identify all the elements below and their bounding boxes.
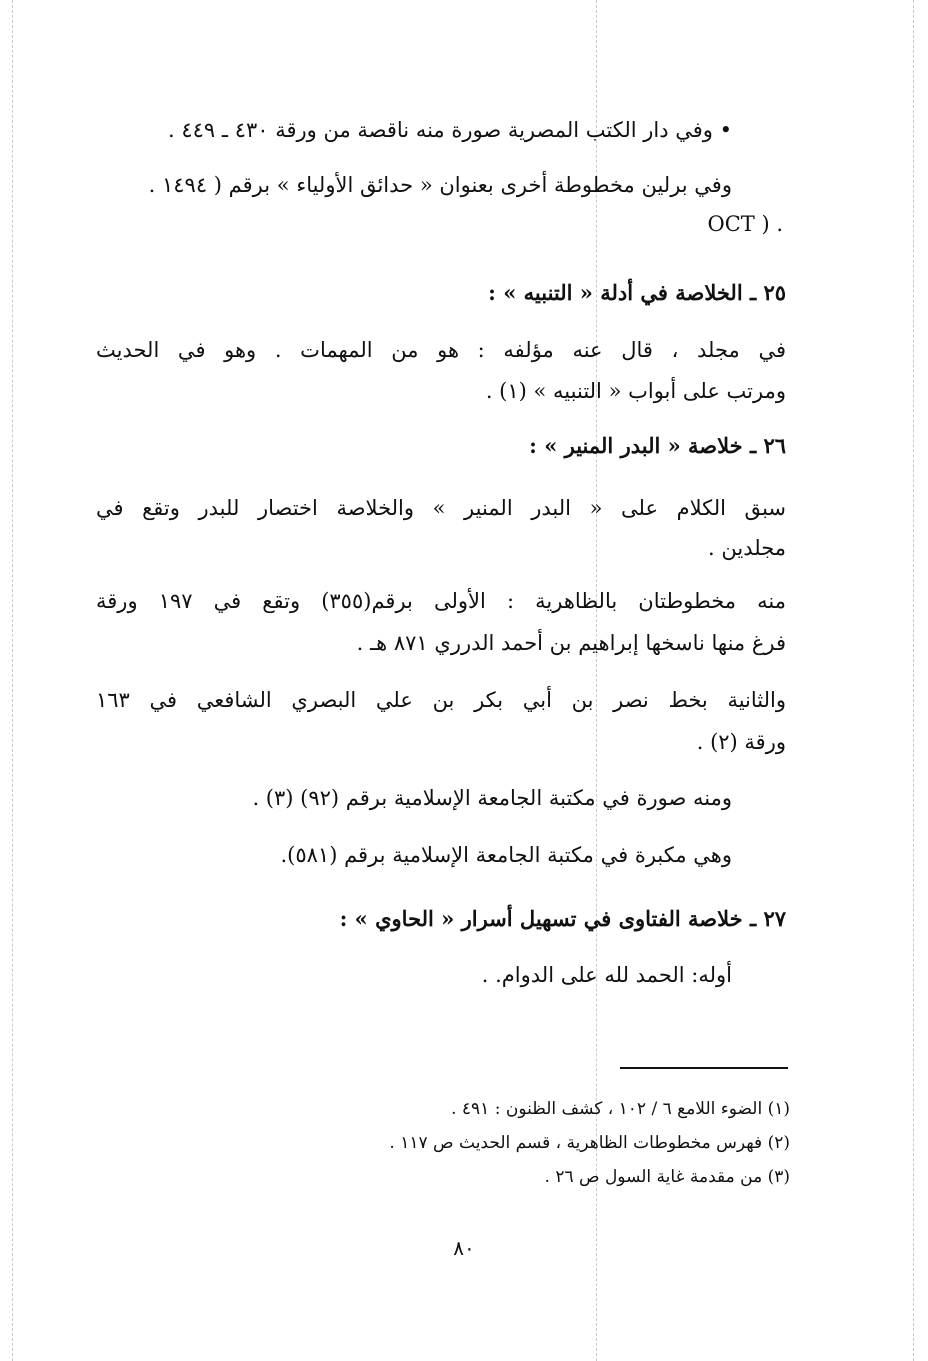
body-line-14: أوله: الحمد لله على الدوام. . <box>481 963 732 987</box>
entry-25-heading: ٢٥ ـ الخلاصة في أدلة « التنبيه » : <box>488 280 786 305</box>
page-number: ٨٠ <box>453 1236 475 1260</box>
footnote-2: (٢) فهرس مخطوطات الظاهرية ، قسم الحديث ص ١١٧ . <box>389 1133 790 1153</box>
entry-26-heading: ٢٦ ـ خلاصة « البدر المنير » : <box>529 433 786 458</box>
body-line-7: مجلدين . <box>708 536 786 560</box>
body-line-4: في مجلد ، قال عنه مؤلفه : هو من المهمات . وهو في الحديث <box>96 338 786 362</box>
body-line-1: • وفي دار الكتب المصرية صورة منه ناقصة من ورقة ٤٣٠ ـ ٤٤٩ . <box>167 118 732 142</box>
footnote-1: (١) الضوء اللامع ٦ / ١٠٢ ، كشف الظنون : ٤٩١ . <box>451 1099 790 1119</box>
body-line-10: والثانية بخط نصر بن أبي بكر بن علي البصري الشافعي في ١٦٣ <box>96 688 786 712</box>
body-line-9: فرغ منها ناسخها إبراهيم بن أحمد الدرري ٨٧١ هـ . <box>356 631 786 655</box>
scan-fold-line <box>596 0 597 1361</box>
body-line-12: ومنه صورة في مكتبة الجامعة الإسلامية برقم (٩٢) (٣) . <box>252 786 732 810</box>
footnote-3: (٣) من مقدمة غاية السول ص ٢٦ . <box>544 1167 790 1187</box>
footnote-separator <box>620 1067 788 1069</box>
body-line-6: سبق الكلام على « البدر المنير » والخلاصة اختصار للبدر وتقع في <box>96 496 786 520</box>
body-line-11: ورقة (٢) . <box>696 730 786 754</box>
body-line-8: منه مخطوطتان بالظاهرية : الأولى برقم(٣٥٥) وتقع في ١٩٧ ورقة <box>96 589 786 613</box>
body-line-5: ومرتب على أبواب « التنبيه » (١) . <box>485 379 786 403</box>
scan-margin-line-right <box>913 0 914 1361</box>
body-line-3: . ( OCT <box>707 212 783 236</box>
scan-margin-line-left <box>12 0 13 1361</box>
entry-27-heading: ٢٧ ـ خلاصة الفتاوى في تسهيل أسرار « الحاوي » : <box>339 906 786 931</box>
body-line-13: وهي مكبرة في مكتبة الجامعة الإسلامية برقم (٥٨١). <box>280 843 732 867</box>
body-line-2: وفي برلين مخطوطة أخرى بعنوان « حدائق الأولياء » برقم ( ١٤٩٤ . <box>148 173 732 197</box>
